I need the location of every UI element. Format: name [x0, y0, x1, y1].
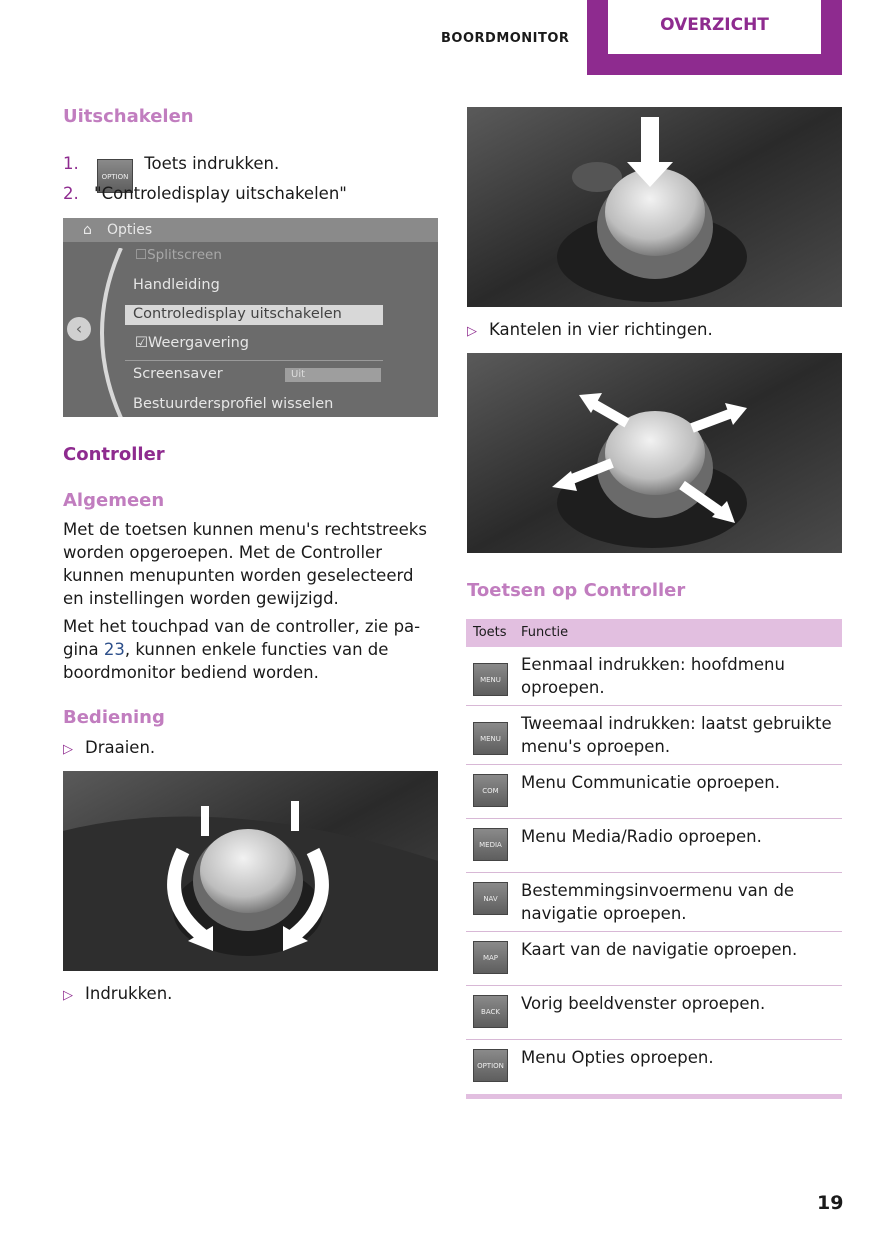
nav-button-icon: NAV	[473, 882, 508, 915]
row-text: Menu Media/Radio oproepen.	[521, 827, 762, 846]
home-icon: ⌂	[83, 222, 92, 238]
triangle-icon: ▷	[467, 324, 477, 339]
table-row	[466, 765, 842, 819]
bullet-indrukken: ▷ Indrukken.	[63, 984, 173, 1003]
bullet-kantelen: ▷ Kantelen in vier richtingen.	[467, 320, 713, 339]
row-text: Bestemmingsinvoermenu van de navigatie oproepen.	[521, 881, 795, 923]
screen-title-bar	[63, 218, 438, 242]
screen-item-controledisplay: Controledisplay uitschakelen	[133, 306, 342, 322]
row-text: Tweemaal indrukken: laatst gebruikte menu's oproepen.	[521, 714, 832, 756]
screen-title: Opties	[107, 222, 153, 238]
options-screen	[63, 218, 438, 417]
step-2-number: 2.	[63, 184, 79, 203]
table-row	[466, 647, 842, 706]
para-algemeen-1: Met de toetsen kunnen menu's rechtstreeks worden opgeroepen. Met de Controller kunnen menupunten worden geselecteerd en instellingen worden gewijzigd.	[63, 520, 427, 608]
table-header	[466, 619, 842, 647]
step-2-text: "Controledisplay uitschakelen"	[94, 184, 347, 203]
heading-controller: Controller	[63, 444, 165, 465]
back-arrow-icon: ‹	[67, 317, 91, 341]
para-algemeen-2: Met het touchpad van de controller, zie pagina 23, kunnen enkele functies van de boordmonitor bediend worden.	[63, 617, 421, 682]
page-link[interactable]: 23	[103, 640, 125, 659]
screen-item-screensaver: Screensaver	[133, 366, 223, 382]
row-text: Menu Opties oproepen.	[521, 1048, 714, 1067]
page-number: 19	[817, 1192, 844, 1214]
col-func: Functie	[521, 625, 569, 640]
triangle-icon: ▷	[63, 988, 73, 1003]
section-tab	[587, 0, 842, 75]
photo-controller-rotate	[63, 771, 438, 971]
screensaver-value: Uit	[285, 368, 381, 382]
row-text: Menu Communicatie oproepen.	[521, 773, 781, 792]
screen-item-handleiding: Handleiding	[133, 277, 220, 293]
table-row	[466, 932, 842, 986]
tab-label: OVERZICHT	[660, 15, 769, 35]
row-text: Vorig beeldvenster oproepen.	[521, 994, 766, 1013]
screen-item-splitscreen: ☐Splitscreen	[135, 247, 222, 263]
step-2	[63, 182, 347, 205]
menu-button-icon: MENU	[473, 663, 508, 696]
row-text: Kaart van de navigatie oproepen.	[521, 940, 798, 959]
table-row	[466, 873, 842, 932]
row-text: Eenmaal indrukken: hoofdmenu oproepen.	[521, 655, 785, 697]
screen-divider	[125, 360, 383, 361]
heading-uitschakelen: Uitschakelen	[63, 106, 194, 127]
option-button-icon: OPTION	[473, 1049, 508, 1082]
step-1-text: Toets indrukken.	[144, 154, 280, 173]
heading-toetsen: Toetsen op Controller	[467, 580, 686, 601]
menu-button-icon: MENU	[473, 722, 508, 755]
col-key: Toets	[473, 625, 507, 640]
step-1-number: 1.	[63, 154, 79, 173]
photo-controller-press	[467, 107, 842, 307]
table-row	[466, 819, 842, 873]
heading-bediening: Bediening	[63, 707, 165, 728]
map-button-icon: MAP	[473, 941, 508, 974]
section-label: BOORDMONITOR	[441, 31, 570, 46]
table-row	[466, 706, 842, 765]
screen-item-weergavering: ☑Weergavering	[135, 335, 250, 351]
back-button-icon: BACK	[473, 995, 508, 1028]
media-button-icon: MEDIA	[473, 828, 508, 861]
triangle-icon: ▷	[63, 742, 73, 757]
option-button-icon: OPTION	[97, 159, 133, 193]
table-bottom-rule	[466, 1094, 842, 1099]
table-row	[466, 1040, 842, 1093]
screen-item-profiel: Bestuurdersprofiel wisselen	[133, 396, 334, 412]
heading-algemeen: Algemeen	[63, 490, 165, 511]
com-button-icon: COM	[473, 774, 508, 807]
bullet-draaien: ▷ Draaien.	[63, 738, 156, 757]
photo-controller-tilt	[467, 353, 842, 553]
table-row	[466, 986, 842, 1040]
